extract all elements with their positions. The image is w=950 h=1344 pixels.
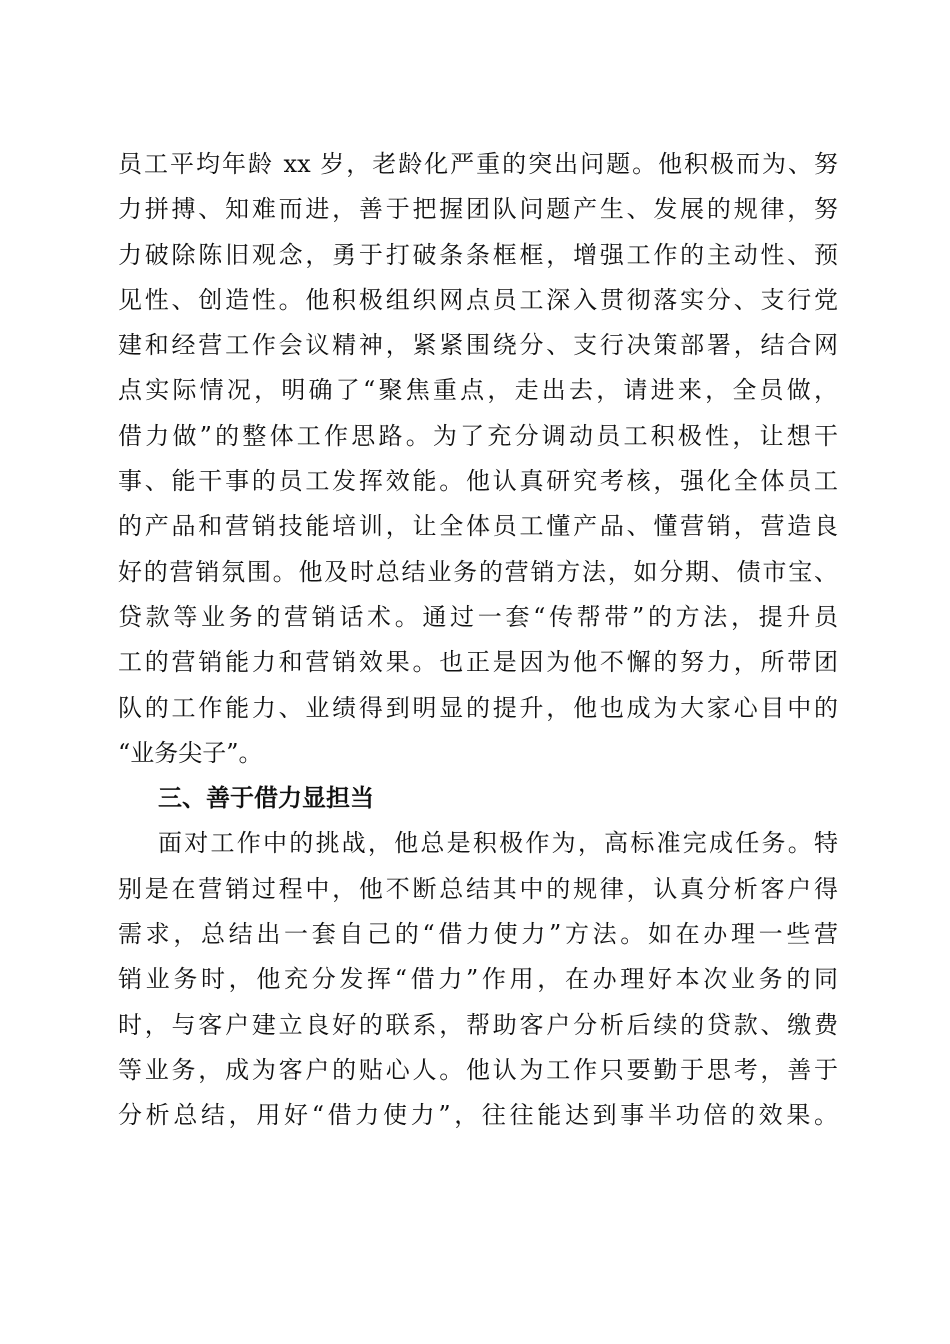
text-line: 力拼搏、知难而进，善于把握团队问题产生、发展的规律，努: [118, 195, 838, 224]
text-line: 贷款等业务的营销话术。通过一套“传帮带”的方法，提升员: [118, 602, 838, 631]
document-body: [118, 142, 838, 1139]
text-line: 面对工作中的挑战，他总是积极作为，高标准完成任务。特: [158, 829, 838, 858]
text-line: 分析总结，用好“借力使力”，往往能达到事半功倍的效果。: [118, 1101, 838, 1130]
text-line: 等业务，成为客户的贴心人。他认为工作只要勤于思考，善于: [118, 1055, 838, 1084]
text-line: 员工平均年龄 xx 岁，老龄化严重的突出问题。他积极而为、努: [118, 150, 838, 178]
text-line: 好的营销氛围。他及时总结业务的营销方法，如分期、债市宝、: [118, 557, 838, 586]
text-line: 工的营销能力和营销效果。也正是因为他不懈的努力，所带团: [118, 648, 838, 677]
text-line: 别是在营销过程中，他不断总结其中的规律，认真分析客户得: [118, 874, 838, 903]
text-line: 需求，总结出一套自己的“借力使力”方法。如在办理一些营: [118, 920, 838, 949]
text-line: 见性、创造性。他积极组织网点员工深入贯彻落实分、支行党: [118, 285, 838, 314]
text-line: 借力做”的整体工作思路。为了充分调动员工积极性，让想干: [118, 421, 838, 450]
text-line: 时，与客户建立良好的联系，帮助客户分析后续的贷款、缴费: [118, 1010, 838, 1039]
text-line: 销业务时，他充分发挥“借力”作用，在办理好本次业务的同: [118, 965, 838, 994]
text-line: 事、能干事的员工发挥效能。他认真研究考核，强化全体员工: [118, 467, 838, 496]
paragraph: [118, 821, 838, 1138]
text-line: 点实际情况，明确了“聚焦重点，走出去，请进来，全员做，: [118, 376, 838, 405]
text-line: 的产品和营销技能培训，让全体员工懂产品、懂营销，营造良: [118, 512, 838, 541]
paragraph-continued: [118, 142, 838, 776]
text-line: 队的工作能力、业绩得到明显的提升，他也成为大家心目中的: [118, 693, 838, 722]
text-line: 力破除陈旧观念，勇于打破条条框框，增强工作的主动性、预: [118, 240, 838, 269]
text-line: 建和经营工作会议精神，紧紧围绕分、支行决策部署，结合网: [118, 331, 838, 360]
text-line: “业务尖子”。: [118, 738, 263, 767]
section-heading: 三、善于借力显担当: [158, 784, 374, 813]
